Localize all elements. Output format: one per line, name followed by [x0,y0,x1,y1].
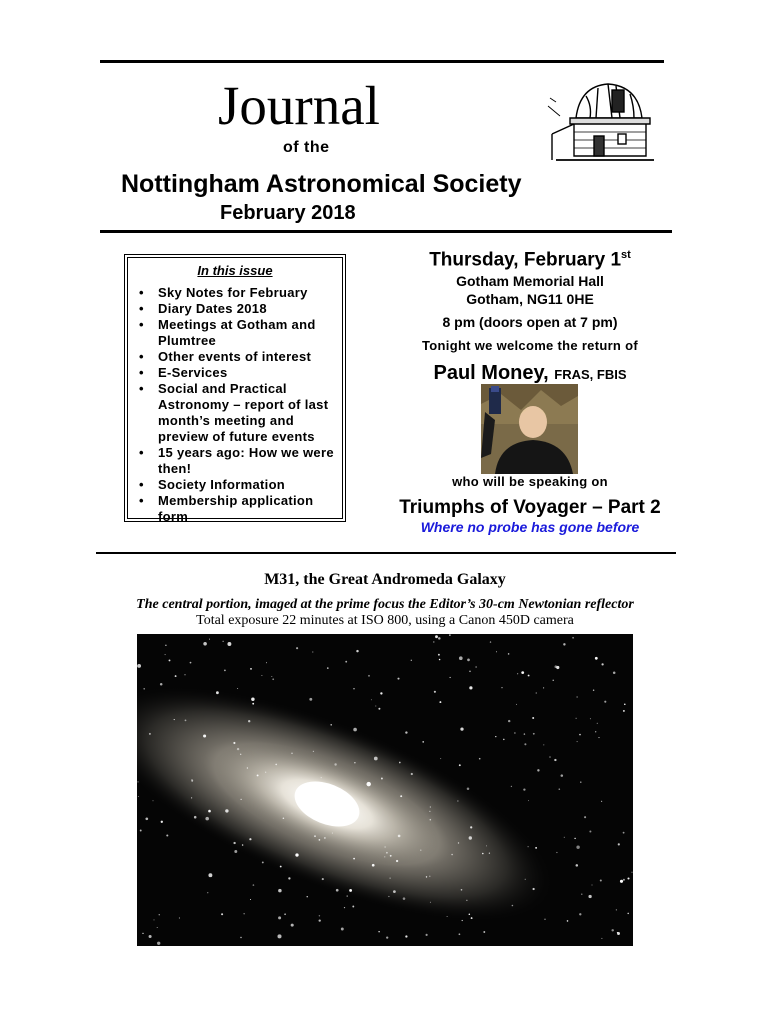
star [356,650,358,652]
star [537,769,539,771]
welcome-text: Tonight we welcome the return of [422,338,638,353]
star [598,737,599,738]
star [440,758,441,759]
star [536,692,537,693]
star [543,744,544,745]
star [597,723,598,724]
star [321,777,322,778]
star [486,845,487,846]
star [160,683,163,686]
star [327,667,329,669]
star [459,656,463,660]
star [143,688,145,690]
star [461,889,463,891]
star [166,834,168,836]
star [233,742,235,744]
star [227,642,231,646]
star [209,639,210,640]
star [179,917,180,918]
star [207,892,208,893]
star [216,691,219,694]
star [579,734,581,736]
star [617,932,618,933]
star [549,756,551,758]
star [153,800,154,801]
star [252,703,254,705]
star [420,850,421,851]
star [528,800,529,801]
star [149,935,152,938]
star [309,698,312,701]
star [411,660,412,661]
star [467,787,470,790]
star [345,661,347,663]
star [386,852,388,854]
star [433,641,434,642]
star [191,779,192,780]
star [450,677,451,678]
star [430,819,432,821]
star [469,913,471,915]
star [288,877,290,879]
star [319,919,321,921]
star [588,895,591,898]
star [483,931,485,933]
star [623,710,625,712]
star [616,909,617,910]
observatory-logo [546,76,658,166]
star [347,895,348,896]
star [393,890,396,893]
star [349,889,352,892]
star [249,838,251,840]
star [459,933,461,935]
star [352,906,354,908]
star [203,642,207,646]
star [521,671,524,674]
star [237,748,239,750]
star [165,645,166,646]
star [580,781,581,782]
star [153,919,154,920]
star [378,931,379,932]
star [567,920,569,922]
star [528,846,529,847]
star [312,651,313,652]
star [590,718,591,719]
meeting-date: Thursday, February 1st [429,249,631,271]
star [559,788,561,790]
star [374,757,378,761]
star [601,801,602,802]
star [149,733,151,735]
star [233,842,235,844]
star [611,929,613,931]
star [283,817,285,819]
star [620,880,623,883]
star [332,833,333,834]
star [627,877,629,879]
list-item: • Social and Practical Astronomy – report of last month’s meeting and preview of future events [139,381,329,444]
star [140,830,142,832]
talk-title: Triumphs of Voyager – Part 2 [399,497,661,518]
list-item: • Other events of interest [139,349,312,364]
star [554,759,556,761]
andromeda-galaxy-image [137,634,633,946]
star [462,920,463,921]
star [544,919,545,920]
star [623,879,625,881]
star [508,653,510,655]
star [330,724,332,726]
star [604,701,606,703]
star [169,659,171,661]
star [291,752,293,754]
star [396,860,398,862]
star [277,934,281,938]
star [556,666,559,669]
star [451,854,453,856]
star [532,717,534,719]
star [576,718,577,719]
star [353,858,355,860]
star [295,853,298,856]
star [280,866,282,868]
star [469,671,471,673]
star [307,896,308,897]
star [624,703,626,705]
star [191,797,192,798]
star [556,852,557,853]
star [248,720,250,722]
star [278,916,281,919]
star [234,850,237,853]
star [503,739,505,741]
list-item: • Meetings at Gotham and Plumtree [139,317,316,348]
star [627,913,629,915]
star [137,664,141,668]
star [572,637,574,639]
star [460,727,463,730]
star [426,876,427,877]
star [223,641,224,642]
feature-caption: The central portion, imaged at the prime focus the Editor’s 30-cm Newtonian reflector [136,597,634,612]
star [184,674,185,675]
star [434,691,436,693]
star [574,838,575,839]
star [225,809,228,812]
star [403,897,406,900]
journal-title: Journal [218,75,380,136]
star [336,889,339,892]
star [496,651,497,652]
star [511,786,512,787]
star [576,864,579,867]
star [581,894,582,895]
star [372,864,375,867]
star [175,675,177,677]
header-rule [100,230,672,233]
star [296,647,298,649]
star [438,637,441,640]
star [508,720,510,722]
meeting-time: 8 pm (doors open at 7 pm) [442,314,618,330]
feature-exposure: Total exposure 22 minutes at ISO 800, using a Canon 450D camera [196,613,574,628]
star [584,816,586,818]
star [380,692,382,694]
star [579,913,581,915]
star [138,796,139,797]
star [429,876,430,877]
star [185,720,187,722]
star [501,687,502,688]
issue-contents-list [136,285,340,525]
star [553,680,554,681]
star [157,927,158,928]
star [324,837,325,838]
meeting-venue: Gotham Memorial Hall Gotham, NG11 0HE [456,273,604,307]
talk-subtitle: Where no probe has gone before [420,519,640,535]
star [405,935,407,937]
star [247,767,248,768]
speaker-name: Paul Money, FRAS, FBIS [433,362,627,384]
star [208,873,212,877]
society-name: Nottingham Astronomical Society [121,170,522,198]
star [240,754,241,755]
star [208,810,211,813]
star [319,915,320,916]
star [471,917,473,919]
star [244,913,245,914]
star [262,861,264,863]
star [344,907,345,908]
star [190,662,192,664]
star [458,842,459,843]
star [613,672,616,675]
star [375,705,376,706]
star [242,844,244,846]
star [390,855,392,857]
star [381,778,383,780]
star [371,699,372,700]
star [384,856,385,857]
star [278,889,282,893]
star [174,719,175,720]
star [439,701,441,703]
star [512,905,514,907]
star [397,678,399,680]
star [194,816,197,819]
star [399,762,401,764]
star [577,696,578,697]
star [389,877,390,878]
star [517,673,518,674]
star [271,676,272,677]
star [237,688,238,689]
star [314,835,316,837]
list-item: • Membership application form [139,493,314,524]
star [601,663,603,665]
star [470,826,472,828]
star [576,845,579,848]
star [524,743,526,745]
star [353,728,357,732]
star [591,884,592,885]
star [240,937,241,938]
speaking-on-text: who will be speaking on [452,474,608,489]
star [261,675,262,676]
star [600,879,602,881]
star [467,659,470,662]
top-rule [100,60,664,63]
star [265,772,266,773]
star [319,839,321,841]
star [595,731,596,732]
star [422,741,424,743]
star [457,800,458,801]
list-item: • Diary Dates 2018 [139,301,267,316]
star [411,773,413,775]
star [482,853,484,855]
list-item: • Sky Notes for February [139,285,308,300]
star [533,733,535,735]
star [284,913,286,915]
list-item: • E-Services [139,365,228,380]
star [561,774,564,777]
star [524,733,525,734]
issue-date: February 2018 [220,202,356,224]
of-the-label: of the [283,139,330,156]
star [459,764,461,766]
star [435,635,438,638]
star [564,837,565,838]
star [479,758,481,760]
star [439,659,441,661]
list-item: • 15 years ago: How we were then! [139,445,334,476]
section-rule [96,552,676,554]
star [543,687,544,688]
star [593,689,594,690]
star [525,879,526,880]
in-this-issue-box [124,254,346,522]
star [475,666,476,667]
star [623,832,625,834]
star [159,914,160,915]
star [589,830,591,832]
star [157,942,160,945]
speaker-photo [481,384,578,474]
list-item: • Society Information [139,477,286,492]
star [251,697,254,700]
star [221,913,223,915]
star [563,643,565,645]
star [469,686,472,689]
star [241,799,242,800]
star [203,734,206,737]
star [308,783,309,784]
star [577,741,578,742]
star [595,657,598,660]
star [378,708,380,710]
star [601,938,602,939]
feature-title: M31, the Great Andromeda Galaxy [264,571,506,588]
star [354,762,355,763]
star [516,704,517,705]
star [253,884,255,886]
star [165,654,166,655]
star [438,654,440,656]
star [384,846,385,847]
star [137,781,138,782]
star [528,675,530,677]
star [532,888,534,890]
star [368,675,370,677]
star [366,782,370,786]
star [334,763,336,765]
star [490,641,491,642]
star [257,774,259,776]
star [250,668,252,670]
star [291,924,294,927]
star [618,843,620,845]
star [145,817,148,820]
star [447,916,448,917]
star [469,836,472,839]
star [341,928,344,931]
star [523,788,525,790]
star [266,662,267,663]
star [224,670,226,672]
star [466,900,467,901]
star [631,872,632,873]
star [398,835,401,838]
star [495,736,496,737]
star [353,688,354,689]
star [386,936,388,938]
star [449,634,450,635]
star [272,678,274,680]
star [275,764,277,766]
star [426,934,428,936]
star [430,902,431,903]
star [535,847,537,849]
star [400,795,402,797]
star [250,899,251,900]
star [205,817,209,821]
star [489,853,490,854]
star [430,806,431,807]
star [161,821,163,823]
star [514,732,515,733]
star [405,731,407,733]
star [388,896,389,897]
star [142,933,143,934]
in-this-issue-heading: In this issue [197,263,273,278]
star [429,811,430,812]
star [313,751,314,752]
star [322,878,324,880]
